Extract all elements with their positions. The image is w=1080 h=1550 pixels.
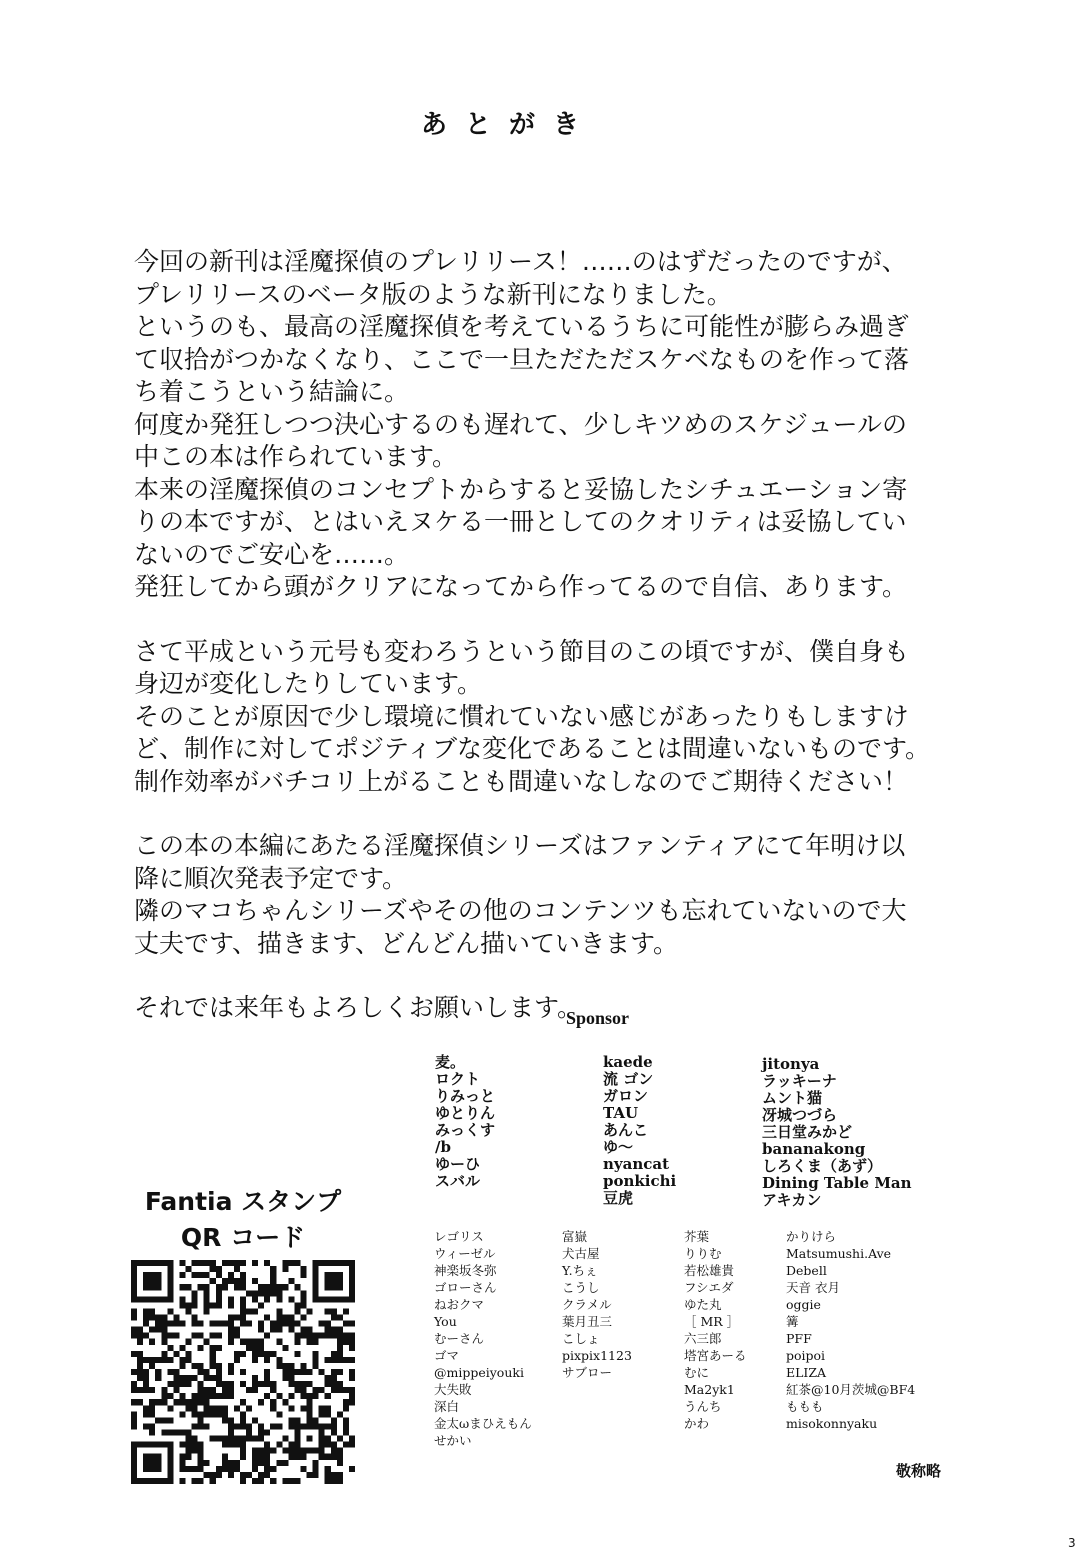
afterword-body — [134, 246, 954, 1057]
sponsor-heading: Sponsor — [566, 1008, 630, 1028]
sponsor-name: 篝 — [786, 1314, 799, 1329]
sponsor-name: りりむ — [684, 1246, 722, 1261]
sponsor-name: 犬古屋 — [562, 1246, 600, 1261]
sponsor-name: /b — [435, 1138, 451, 1156]
honorific-note: 敬称略 — [896, 1462, 942, 1480]
sponsor-name: フシエダ — [684, 1280, 734, 1295]
page-number: 3 — [1068, 1536, 1076, 1550]
sponsor-name: 芥葉 — [684, 1229, 710, 1244]
sponsor-name: クラメル — [562, 1297, 612, 1312]
text-line: というのも、最高の淫魔探偵を考えているうちに可能性が膨らみ過ぎ — [134, 312, 910, 341]
text-line: 発狂してから頭がクリアになってから作ってるので自信、あります。 — [134, 572, 908, 601]
sponsor-name: 冴城つづら — [762, 1106, 838, 1124]
sponsor-tier2-column-1 — [434, 1228, 532, 1449]
sponsor-name: 富嶽 — [562, 1229, 588, 1244]
sponsor-name: nyancat — [603, 1155, 670, 1173]
sponsor-name: りみっと — [435, 1087, 496, 1105]
sponsor-name: Ma2yk1 — [684, 1382, 735, 1397]
text-line: 何度か発狂しつつ決心するのも遅れて、少しキツめのスケジュールの — [134, 409, 908, 439]
text-line: りの本ですが、とはいえヌケる一冊としてのクオリティは妥協してい — [134, 507, 907, 536]
sponsor-name: 六三郎 — [684, 1331, 722, 1346]
sponsor-name: Y.ちぇ — [562, 1263, 598, 1278]
text-line: ど、制作に対してポジティブな変化であることは間違いないものです。 — [134, 734, 931, 763]
sponsor-name: Dining Table Man — [762, 1174, 912, 1192]
sponsor-name: ムント猫 — [762, 1089, 823, 1107]
text-line: ないのでご安心を……。 — [134, 539, 410, 569]
sponsor-name: 葉月丑三 — [562, 1314, 613, 1329]
text-line: 今回の新刊は淫魔探偵のプレリリース！……のはずだったのですが、 — [134, 247, 907, 276]
sponsor-name: @mippeiyouki — [434, 1365, 524, 1380]
text-line: 中この本は作られています。 — [134, 442, 458, 471]
sponsor-name: ねおクマ — [434, 1297, 485, 1312]
sponsor-name: ponkichi — [603, 1172, 677, 1190]
sponsor-name: スバル — [435, 1172, 481, 1190]
text-line: この本の本編にあたる淫魔探偵シリーズはファンティアにて年明け以 — [134, 831, 906, 860]
text-line: 隣のマコちゃんシリーズやその他のコンテンツも忘れていないので大 — [134, 896, 907, 925]
sponsor-tier1-column-3 — [762, 1056, 912, 1209]
sponsor-name: 大失敗 — [434, 1382, 472, 1397]
sponsor-name: jitonya — [762, 1055, 820, 1073]
sponsor-name: kaede — [603, 1053, 653, 1071]
text-line: 丈夫です、描きます、どんどん描いていきます。 — [134, 928, 679, 958]
text-line: それでは来年もよろしくお願いします。 — [134, 993, 583, 1022]
text-line: ち着こうという結論に。 — [134, 377, 410, 406]
paragraph-3 — [134, 830, 954, 960]
sponsor-name: ゆ～ — [603, 1138, 634, 1156]
sponsor-tier2-column-4 — [786, 1228, 915, 1432]
sponsor-name: bananakong — [762, 1140, 866, 1158]
sponsor-name: 金太ωまひえもん — [434, 1416, 532, 1431]
sponsor-name: ゴマ — [434, 1348, 460, 1363]
sponsor-name: 神楽坂冬弥 — [434, 1263, 497, 1278]
sponsor-tier2-column-3 — [684, 1228, 747, 1432]
sponsor-name: せかい — [434, 1433, 472, 1448]
text-line: 降に順次発表予定です。 — [134, 863, 408, 893]
sponsor-name: ロクト — [435, 1070, 481, 1088]
text-line: 身辺が変化したりしています。 — [134, 669, 483, 698]
sponsor-name: 天音 衣月 — [786, 1280, 840, 1295]
sponsor-name: サブロー — [562, 1365, 613, 1380]
qr-heading-line-1: Fantia スタンプ — [144, 1187, 342, 1216]
sponsor-name: 紅茶@10月茨城@BF4 — [786, 1382, 916, 1397]
sponsor-name: ゆた丸 — [684, 1297, 722, 1312]
sponsor-name: PFF — [786, 1331, 812, 1346]
sponsor-name: 若松雄貴 — [684, 1263, 735, 1278]
sponsor-name: 麦。 — [435, 1053, 466, 1071]
qr-code[interactable] — [131, 1260, 355, 1484]
sponsor-name: You — [434, 1314, 457, 1329]
sponsor-name: Debell — [786, 1263, 827, 1278]
sponsor-name: ももも — [786, 1399, 824, 1414]
text-line: プレリリースのベータ版のような新刊になりました。 — [134, 279, 732, 309]
sponsor-tier1-column-1 — [435, 1054, 495, 1190]
sponsor-name: TAU — [603, 1104, 639, 1122]
sponsor-name: ELIZA — [786, 1365, 827, 1380]
sponsor-name: しろくま（あず） — [762, 1157, 883, 1175]
sponsor-name: poipoi — [786, 1348, 826, 1363]
paragraph-4 — [134, 992, 954, 1025]
sponsor-name: ゆとりん — [435, 1104, 496, 1122]
text-line: 制作効率がバチコリ上がることも間違いなしなのでご期待ください！ — [134, 766, 909, 796]
text-line: て収拾がつかなくなり、ここで一旦ただただスケベなものを作って落 — [134, 344, 910, 374]
sponsor-name: Matsumushi.Ave — [786, 1246, 892, 1261]
sponsor-name: あんこ — [603, 1121, 649, 1139]
sponsor-name: むーさん — [434, 1331, 485, 1346]
sponsor-name: ラッキーナ — [762, 1072, 837, 1090]
text-line: 本来の淫魔探偵のコンセプトからすると妥協したシチュエーション寄 — [134, 474, 908, 504]
sponsor-name: pixpix1123 — [562, 1348, 632, 1363]
paragraph-1 — [134, 246, 954, 604]
page-title: あとがき — [420, 110, 597, 140]
sponsor-name: こしょ — [562, 1331, 600, 1346]
sponsor-name: 流 ゴン — [603, 1070, 654, 1088]
sponsor-name: うんち — [684, 1399, 722, 1414]
sponsor-name: ガロン — [603, 1087, 649, 1105]
sponsor-tier1-column-2 — [603, 1054, 676, 1207]
sponsor-name: レゴリス — [434, 1229, 484, 1244]
sponsor-name: かわ — [684, 1416, 710, 1431]
text-line: そのことが原因で少し環境に慣れていない感じがあったりもしますけ — [134, 701, 909, 731]
qr-heading-line-2: QR コード — [180, 1223, 306, 1252]
sponsor-name: ゴローさん — [434, 1280, 497, 1295]
sponsor-name: かりけら — [786, 1229, 837, 1244]
sponsor-tier2-column-2 — [562, 1228, 632, 1381]
sponsor-name: 豆虎 — [603, 1189, 634, 1207]
sponsor-name: 深白 — [434, 1399, 460, 1414]
sponsor-name: ウィーゼル — [434, 1246, 496, 1261]
sponsor-name: ［ MR ］ — [684, 1314, 740, 1329]
sponsor-name: 三日堂みかど — [762, 1123, 853, 1141]
text-line: さて平成という元号も変わろうという節目のこの頃ですが、僕自身も — [134, 636, 910, 666]
sponsor-name: みっくす — [435, 1121, 496, 1139]
qr-heading — [130, 1184, 356, 1256]
sponsor-name: アキカン — [762, 1191, 822, 1209]
sponsor-name: むに — [684, 1365, 710, 1380]
sponsor-name: ゆーひ — [435, 1155, 481, 1173]
sponsor-name: oggie — [786, 1297, 821, 1312]
sponsor-name: 塔宮あーる — [684, 1348, 747, 1363]
paragraph-2 — [134, 636, 954, 799]
sponsor-name: こうし — [562, 1280, 600, 1295]
sponsor-name: misokonnyaku — [786, 1416, 878, 1431]
